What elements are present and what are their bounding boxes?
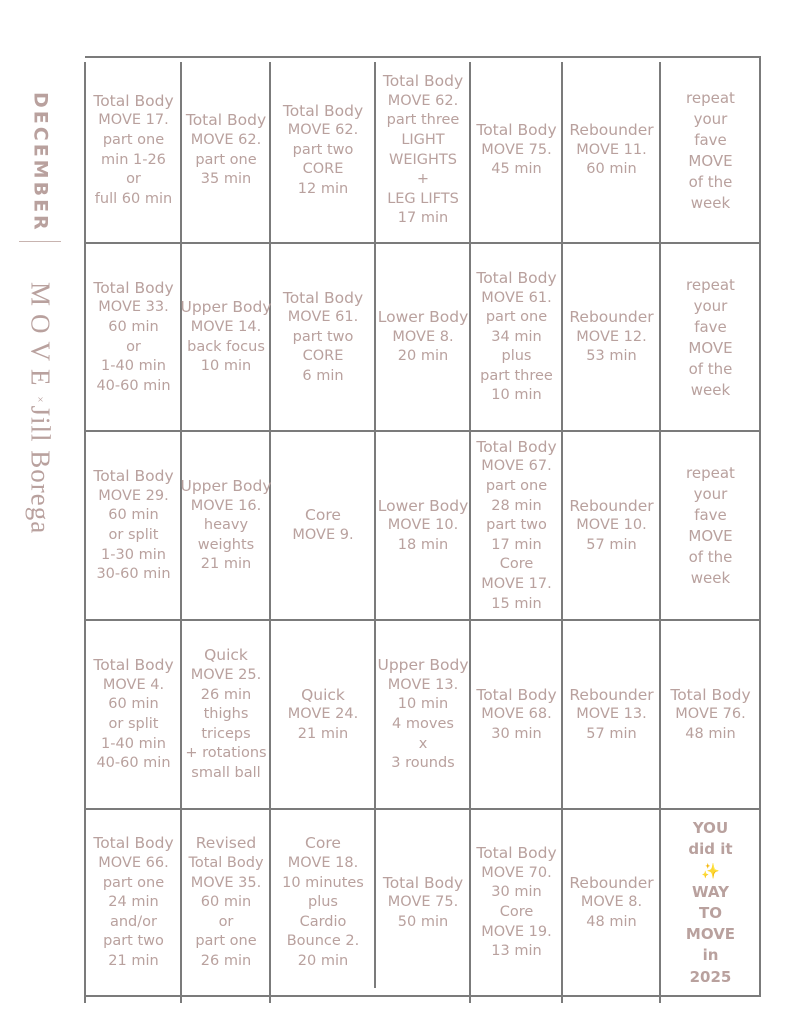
cell-text bbox=[93, 279, 173, 397]
cell-line: 60 min bbox=[200, 894, 252, 911]
cell-line: MOVE 76. bbox=[675, 706, 746, 723]
cell-line: 35 min bbox=[200, 171, 252, 188]
cell-line: MOVE 10. bbox=[576, 517, 647, 534]
cell-line: 10 min bbox=[491, 387, 542, 404]
cell-line: + rotations bbox=[185, 745, 267, 762]
cell-line: 45 min bbox=[491, 161, 542, 178]
cell-text bbox=[292, 506, 353, 545]
cell-line: Total Body bbox=[476, 844, 557, 863]
cell-line: MOVE 24. bbox=[287, 706, 359, 723]
cell-line: LIGHT bbox=[401, 131, 445, 148]
cell-line: Core bbox=[305, 506, 341, 525]
cell-line: Total Body bbox=[382, 873, 464, 892]
cell-line: Core bbox=[499, 904, 534, 920]
cell-line: MOVE 11. bbox=[576, 141, 647, 158]
cell-line: week bbox=[690, 569, 731, 587]
cell-line: MOVE 61. bbox=[287, 309, 359, 326]
cell-text bbox=[383, 72, 463, 229]
cell-line: MOVE 4. bbox=[102, 676, 165, 693]
cell-line: MOVE 68. bbox=[481, 706, 552, 723]
cell-line: 21 min bbox=[200, 556, 252, 573]
cell-line: MOVE bbox=[688, 338, 733, 357]
cell-text bbox=[569, 497, 653, 556]
cell-line: MOVE 62. bbox=[287, 122, 359, 139]
cell-line: 10 minutes bbox=[282, 874, 364, 891]
cell-line: Total Body bbox=[382, 72, 464, 91]
cell-line: repeat bbox=[686, 275, 735, 294]
cell-line: YOU bbox=[692, 819, 729, 838]
calendar-cell bbox=[86, 244, 181, 431]
cell-text bbox=[569, 308, 653, 367]
cell-line: MOVE 8. bbox=[580, 894, 643, 911]
cell-line: MOVE 16. bbox=[190, 497, 262, 514]
cell-line: Total Body bbox=[282, 101, 364, 120]
cell-text bbox=[185, 646, 266, 783]
cell-line: 10 min bbox=[200, 358, 252, 375]
cell-text bbox=[476, 686, 556, 745]
cell-text bbox=[186, 111, 266, 189]
calendar-cell bbox=[182, 810, 270, 996]
cell-line: Rebounder bbox=[569, 496, 654, 515]
calendar-cell bbox=[182, 621, 270, 809]
cell-line: 15 min bbox=[491, 595, 542, 612]
cell-line: MOVE 61. bbox=[481, 289, 552, 306]
cell-line: or bbox=[126, 171, 141, 188]
cell-line: 24 min bbox=[108, 894, 159, 911]
cell-line: part one bbox=[195, 151, 257, 168]
cell-text bbox=[686, 275, 735, 401]
cell-line: triceps bbox=[201, 725, 251, 742]
cell-line: week bbox=[690, 193, 731, 212]
cell-text bbox=[93, 656, 173, 774]
sidebar bbox=[0, 0, 80, 1024]
cell-line: full 60 min bbox=[94, 190, 173, 207]
calendar-cell bbox=[86, 621, 181, 809]
cell-line: weights bbox=[197, 536, 255, 553]
calendar-cell bbox=[86, 432, 181, 620]
cell-line: Total Body bbox=[476, 685, 557, 704]
sidebar-divider bbox=[19, 241, 61, 242]
cell-text bbox=[283, 102, 363, 200]
cell-line: 60 min bbox=[108, 507, 159, 524]
month-title: DECEMBER bbox=[29, 92, 52, 233]
cell-line: Upper Body bbox=[180, 477, 272, 496]
cell-text bbox=[181, 477, 272, 575]
cell-line: 30-60 min bbox=[96, 566, 171, 583]
cell-text bbox=[569, 874, 653, 933]
cell-text bbox=[93, 467, 173, 585]
cell-line: 57 min bbox=[586, 725, 637, 742]
cell-line: MOVE 19. bbox=[481, 923, 552, 940]
cell-line: your bbox=[693, 296, 728, 315]
cell-line: 30 min bbox=[491, 725, 542, 742]
cell-line: 10 min bbox=[397, 696, 449, 713]
cell-line: 17 min bbox=[491, 536, 542, 553]
cell-line: MOVE 14. bbox=[190, 318, 262, 335]
cell-line: Total Body bbox=[93, 656, 174, 675]
cell-line: Rebounder bbox=[569, 873, 654, 892]
brand-logo bbox=[27, 282, 54, 534]
calendar-cell bbox=[86, 58, 181, 243]
cell-line: 53 min bbox=[586, 348, 637, 365]
calendar-cell-final bbox=[661, 810, 760, 996]
cell-line: MOVE 35. bbox=[190, 874, 262, 891]
cell-line: 26 min bbox=[200, 686, 252, 703]
brand-name: Jill Borega bbox=[25, 405, 56, 535]
cell-line: 3 rounds bbox=[391, 755, 455, 772]
cell-line: 13 min bbox=[491, 943, 542, 960]
cell-line: Total Body bbox=[282, 288, 364, 307]
cell-line: thighs bbox=[203, 706, 249, 723]
cell-line: part two bbox=[292, 141, 354, 158]
cell-line: MOVE 62. bbox=[387, 92, 459, 109]
cell-text bbox=[378, 308, 469, 367]
cell-line: back focus bbox=[187, 338, 265, 355]
cell-line: Rebounder bbox=[569, 121, 654, 140]
cell-line: 48 min bbox=[586, 913, 637, 930]
cell-line: part one bbox=[485, 309, 548, 326]
cell-line: 60 min bbox=[108, 696, 159, 713]
cell-line: Cardio bbox=[299, 913, 347, 930]
cell-text bbox=[686, 463, 735, 589]
cell-line: Total Body bbox=[93, 278, 174, 297]
calendar-cell bbox=[661, 621, 760, 809]
cell-line: 4 moves bbox=[392, 716, 454, 732]
cell-line: of the bbox=[688, 548, 733, 566]
cell-line: 21 min bbox=[108, 952, 159, 969]
cell-line: 40-60 min bbox=[96, 377, 171, 394]
brand-move: MOVE bbox=[25, 282, 56, 394]
cell-line: MOVE 29. bbox=[98, 487, 169, 504]
cell-line: MOVE 13. bbox=[387, 676, 459, 693]
calendar-cell bbox=[563, 621, 660, 809]
cell-line: Lower Body bbox=[377, 308, 469, 327]
cell-line: or bbox=[218, 913, 234, 930]
cell-line: CORE bbox=[302, 348, 344, 365]
cell-line: MOVE 62. bbox=[190, 131, 262, 148]
cell-line: MOVE 33. bbox=[98, 299, 169, 316]
calendar-cell bbox=[376, 432, 470, 620]
cell-line: 50 min bbox=[397, 913, 449, 930]
calendar-cell bbox=[471, 432, 562, 620]
cell-line: Quick bbox=[204, 646, 248, 665]
cell-text bbox=[283, 289, 363, 387]
cell-line: MOVE bbox=[688, 527, 733, 545]
cell-line: fave bbox=[694, 130, 727, 149]
calendar-cell bbox=[563, 432, 660, 620]
calendar-cell bbox=[471, 244, 562, 431]
cell-line: LEG LIFTS bbox=[387, 190, 459, 207]
cell-text bbox=[476, 121, 556, 180]
cell-line: 20 min bbox=[297, 952, 349, 969]
cell-line: heavy bbox=[203, 517, 249, 534]
cell-line: MOVE 67. bbox=[481, 458, 552, 475]
cell-line: of the bbox=[688, 172, 733, 191]
cell-line: 60 min bbox=[108, 318, 159, 335]
cell-line: Rebounder bbox=[569, 685, 654, 704]
cell-line: Bounce 2. bbox=[286, 933, 360, 950]
cell-line: and/or bbox=[109, 913, 157, 930]
cell-line: MOVE 9. bbox=[292, 527, 354, 543]
calendar-cell bbox=[471, 810, 562, 996]
cell-line: WAY bbox=[692, 882, 729, 901]
cell-line: MOVE 17. bbox=[481, 575, 552, 592]
calendar-cell bbox=[182, 244, 270, 431]
cell-line: small ball bbox=[191, 764, 261, 781]
cell-line: of the bbox=[688, 359, 733, 378]
cell-line: Total Body bbox=[670, 685, 751, 704]
cell-line: 6 min bbox=[302, 367, 344, 384]
cell-text bbox=[670, 686, 750, 745]
calendar-cell bbox=[563, 810, 660, 996]
cell-line: Revised bbox=[195, 834, 257, 853]
cell-line: 30 min bbox=[491, 884, 542, 901]
calendar-cell bbox=[271, 621, 375, 809]
brand-x: × bbox=[34, 393, 47, 406]
cell-line: repeat bbox=[686, 88, 735, 107]
cell-line: MOVE 13. bbox=[576, 706, 647, 723]
cell-line: 28 min bbox=[491, 497, 542, 514]
cell-text bbox=[378, 656, 469, 774]
calendar-cell bbox=[376, 58, 470, 243]
cell-text bbox=[476, 438, 556, 614]
cell-line: your bbox=[693, 485, 728, 503]
cell-line: Total Body bbox=[476, 268, 557, 287]
cell-text bbox=[686, 88, 735, 214]
cell-text bbox=[378, 497, 469, 556]
cell-line: Upper Body bbox=[180, 298, 272, 317]
cell-line: MOVE 10. bbox=[387, 517, 459, 534]
cell-line: part two bbox=[486, 517, 547, 534]
cell-line: Upper Body bbox=[377, 656, 469, 675]
sparkle-icon: ✨ bbox=[701, 861, 720, 880]
calendar-cell bbox=[271, 810, 375, 996]
cell-line: part one bbox=[102, 131, 165, 148]
cell-line: Lower Body bbox=[377, 496, 469, 515]
calendar-cell bbox=[271, 432, 375, 620]
calendar-cell bbox=[86, 810, 181, 996]
calendar-cell bbox=[471, 58, 562, 243]
cell-line: 57 min bbox=[586, 536, 637, 553]
cell-line: 2025 bbox=[689, 967, 732, 986]
cell-text bbox=[93, 92, 173, 210]
cell-line: Total Body bbox=[476, 121, 557, 140]
calendar-cell bbox=[376, 621, 470, 809]
cell-line: 1-40 min bbox=[101, 358, 166, 375]
calendar-cell-fave bbox=[661, 244, 760, 431]
cell-line: Total Body bbox=[476, 437, 557, 456]
cell-line: plus bbox=[308, 894, 338, 911]
cell-text bbox=[569, 686, 653, 745]
cell-line: in bbox=[702, 946, 719, 965]
calendar-cell bbox=[271, 58, 375, 243]
cell-line: 34 min bbox=[491, 328, 542, 345]
cell-line: 17 min bbox=[397, 210, 449, 227]
cell-line: Total Body bbox=[93, 834, 174, 853]
cell-line: did it bbox=[688, 840, 733, 859]
cell-line: Total Body bbox=[93, 467, 174, 486]
cell-line: MOVE bbox=[685, 925, 736, 944]
cell-line: your bbox=[693, 109, 728, 128]
cell-line: part three bbox=[480, 367, 553, 384]
cell-line: repeat bbox=[686, 464, 735, 482]
cell-line: MOVE 17. bbox=[98, 112, 169, 129]
cell-line: 21 min bbox=[297, 725, 349, 742]
cell-text bbox=[188, 834, 263, 971]
cell-line: WEIGHTS bbox=[389, 151, 457, 168]
calendar-cell bbox=[271, 244, 375, 431]
cell-line: MOVE 25. bbox=[190, 667, 262, 684]
cell-line: MOVE 75. bbox=[481, 141, 552, 158]
cell-line: part one bbox=[485, 478, 548, 495]
cell-text bbox=[282, 834, 364, 971]
calendar-cell-fave bbox=[661, 432, 760, 620]
calendar-cell bbox=[376, 810, 470, 996]
cell-line: Core bbox=[305, 834, 341, 853]
cell-line: Total Body bbox=[185, 111, 267, 130]
calendar-cell bbox=[182, 58, 270, 243]
cell-line: 40-60 min bbox=[96, 755, 171, 772]
cell-line: part one bbox=[102, 874, 165, 891]
cell-line: fave bbox=[694, 506, 727, 524]
cell-line: plus bbox=[501, 348, 532, 365]
calendar-cell bbox=[182, 432, 270, 620]
cell-line: Quick bbox=[301, 685, 345, 704]
calendar-cell bbox=[563, 244, 660, 431]
cell-line: 18 min bbox=[397, 536, 449, 553]
cell-text bbox=[93, 834, 173, 971]
cell-text bbox=[686, 818, 735, 988]
cell-line: MOVE 12. bbox=[576, 328, 647, 345]
cell-line: MOVE bbox=[688, 151, 733, 170]
cell-line: Total Body bbox=[93, 91, 174, 110]
cell-line: or split bbox=[108, 527, 159, 543]
cell-line: + bbox=[416, 171, 430, 188]
cell-line: MOVE 66. bbox=[98, 855, 169, 872]
cell-line: MOVE 8. bbox=[392, 328, 454, 345]
cell-line: 26 min bbox=[200, 952, 252, 969]
cell-line: Rebounder bbox=[569, 308, 654, 327]
cell-line: MOVE 70. bbox=[481, 864, 552, 881]
cell-line: 12 min bbox=[297, 180, 349, 197]
cell-line: min 1-26 bbox=[101, 151, 166, 168]
cell-line: part two bbox=[292, 328, 354, 345]
cell-line: or split bbox=[108, 716, 159, 732]
cell-line: part two bbox=[103, 933, 164, 950]
calendar-cell bbox=[376, 244, 470, 431]
cell-line: part one bbox=[195, 933, 257, 950]
calendar-cell-fave bbox=[661, 58, 760, 243]
cell-line: part three bbox=[386, 112, 460, 129]
cell-line: 1-40 min bbox=[101, 735, 166, 752]
cell-text bbox=[181, 298, 272, 376]
cell-text bbox=[569, 121, 653, 180]
cell-line: x bbox=[418, 735, 428, 752]
cell-line: 20 min bbox=[397, 348, 449, 365]
cell-line: TO bbox=[699, 904, 722, 922]
cell-line: Core bbox=[499, 556, 534, 573]
cell-line: 60 min bbox=[586, 161, 637, 178]
cell-line: fave bbox=[694, 317, 727, 336]
cell-line: CORE bbox=[302, 161, 344, 178]
cell-line: 48 min bbox=[685, 725, 736, 742]
cell-text bbox=[383, 874, 463, 933]
cell-line: 1-30 min bbox=[101, 546, 166, 563]
calendar-cell bbox=[471, 621, 562, 809]
calendar-cell bbox=[563, 58, 660, 243]
cell-line: MOVE 18. bbox=[287, 855, 359, 872]
cell-line: or bbox=[126, 338, 141, 355]
cell-text bbox=[476, 844, 556, 962]
cell-line: Total Body bbox=[188, 855, 264, 872]
cell-text bbox=[288, 686, 358, 745]
cell-text bbox=[476, 269, 556, 406]
cell-line: MOVE 75. bbox=[387, 894, 459, 911]
cell-line: week bbox=[690, 380, 731, 399]
